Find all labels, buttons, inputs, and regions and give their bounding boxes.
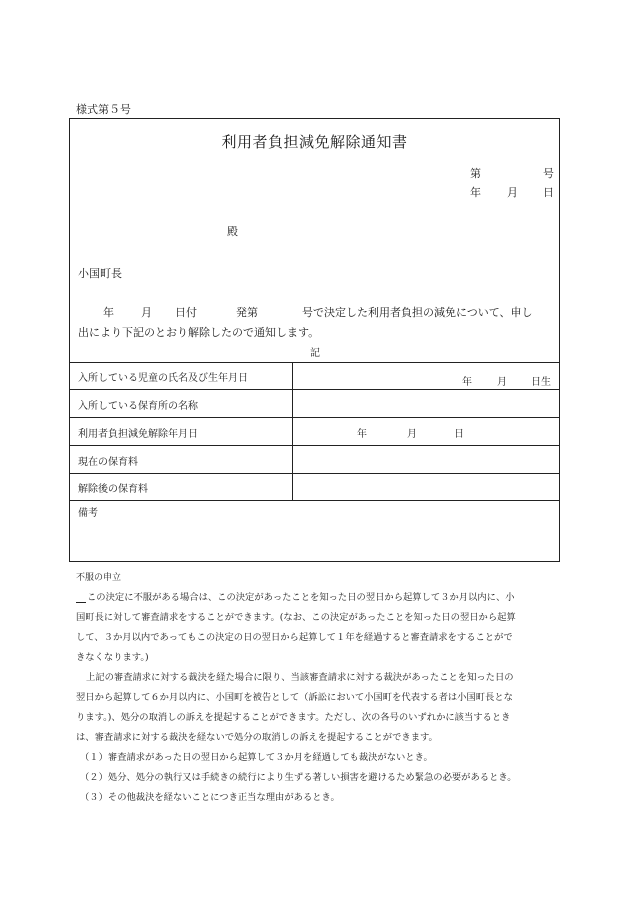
- body-year: 年: [103, 306, 114, 319]
- objection-line: は、審査請求に対する裁決を経ないで処分の取消しの訴えを提起することができます。: [76, 732, 438, 743]
- cancel-month: 月: [407, 429, 417, 440]
- objection-text: この決定に不服がある場合は、この決定があったことを知った日の翌日から起算して３か月以内に、小: [87, 592, 515, 603]
- objection-line: 上記の審査請求に対する裁決を経た場合に限り、当該審査請求に対する裁決があったことを知った日の: [86, 672, 514, 683]
- remarks-label: 備考: [78, 508, 98, 519]
- table-row-label: 現在の保育料: [78, 457, 138, 468]
- table-row-divider: [70, 473, 559, 474]
- table-column-divider: [292, 362, 293, 500]
- body-text-line2: 出により下記のとおり解除したので通知します。: [78, 326, 320, 339]
- form-number: 様式第５号: [76, 103, 131, 116]
- birth-month: 月: [497, 377, 507, 388]
- objection-item: （３）その他裁決を経ないことにつき正当な理由があるとき。: [80, 792, 340, 803]
- birth-day: 日生: [531, 377, 551, 388]
- addressee-suffix: 殿: [227, 225, 238, 238]
- table-row-divider: [70, 500, 559, 501]
- body-text-line1: 号で決定した利用者負担の減免について、申し: [302, 306, 533, 319]
- objection-item: （２）処分、処分の執行又は手続きの続行により生ずる著しい損害を避けるため緊急の必要があるとき。: [80, 772, 517, 783]
- table-row-label: 入所している児童の氏名及び生年月日: [78, 373, 248, 384]
- date-month: 月: [507, 186, 518, 199]
- ki-label: 記: [310, 348, 320, 359]
- table-row-divider: [70, 417, 559, 418]
- objection-line: [76, 589, 515, 603]
- objection-line: して、３か月以内であってもこの決定の日の翌日から起算して１年を経過すると審査請求をすることがで: [76, 632, 513, 643]
- doc-number-prefix: 第: [470, 167, 481, 180]
- table-top-border: [70, 362, 559, 363]
- table-row-label: 解除後の保育料: [78, 484, 148, 495]
- date-day: 日: [543, 186, 554, 199]
- table-row-label: 入所している保育所の名称: [78, 401, 198, 412]
- cancel-year: 年: [357, 429, 367, 440]
- cancel-day: 日: [454, 429, 464, 440]
- notice-form: [69, 118, 560, 562]
- table-row-divider: [70, 445, 559, 446]
- objection-line: 翌日から起算して６か月以内に、小国町を被告として（訴訟において小国町を代表する者は小国町長とな: [76, 692, 513, 703]
- objection-line: 国町長に対して審査請求をすることができます。(なお、この決定があったことを知った日の翌日から起算: [76, 612, 516, 623]
- table-row-label: 利用者負担減免解除年月日: [78, 429, 198, 440]
- body-month: 月: [141, 306, 152, 319]
- body-day-tsuke: 日付: [175, 306, 197, 319]
- birth-year: 年: [462, 377, 472, 388]
- objection-line: ります。)、処分の取消しの訴えを提起することができます。ただし、次の各号のいずれかに該当するとき: [76, 712, 511, 723]
- table-row-divider: [70, 389, 559, 390]
- objection-heading: 不服の申立: [76, 573, 122, 583]
- objection-line: きなくなります。): [76, 652, 149, 663]
- date-year: 年: [470, 186, 481, 199]
- issuer: 小国町長: [78, 267, 122, 280]
- underline-mark: [76, 592, 86, 603]
- body-hatsu-dai: 発第: [236, 306, 258, 319]
- objection-item: （１）審査請求があった日の翌日から起算して３か月を経過しても裁決がないとき。: [80, 752, 433, 763]
- doc-number-suffix: 号: [543, 167, 554, 180]
- document-title: 利用者負担減免解除通知書: [221, 133, 408, 151]
